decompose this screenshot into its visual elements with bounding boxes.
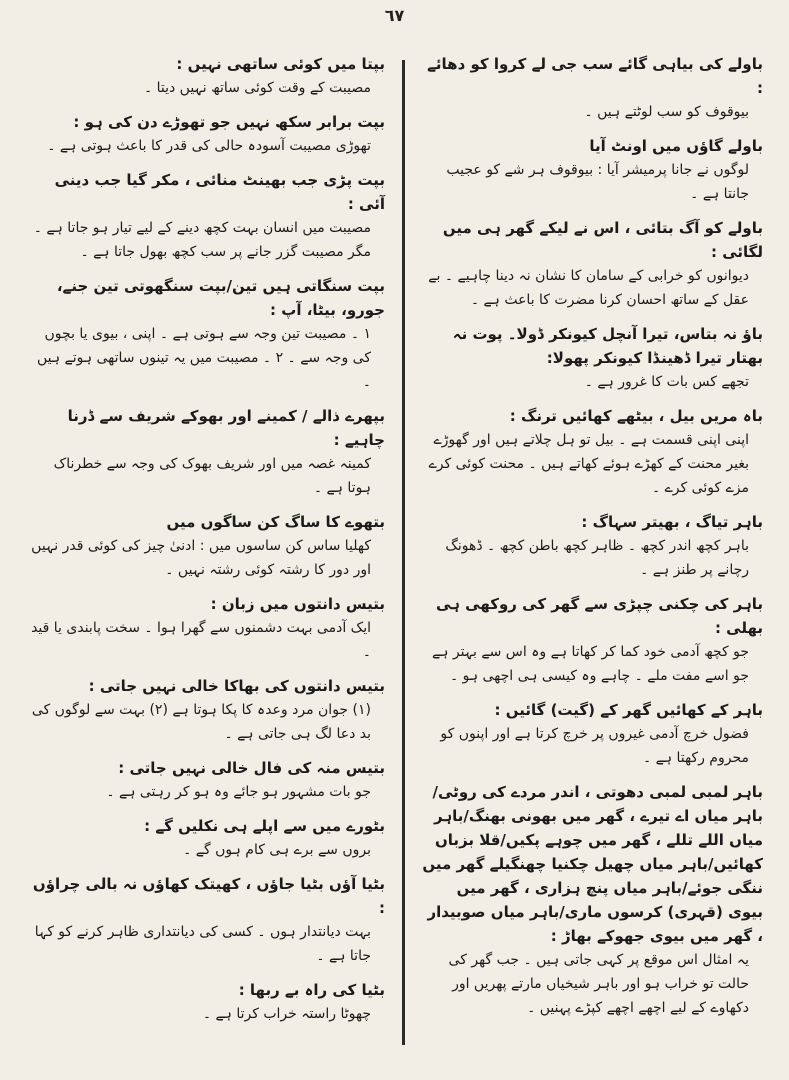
proverb-head: بتیس دانتوں میں زبان : (210, 595, 385, 613)
proverb-head: باولے کی بیاہی گائے سب جی لے کروا کو دھائے : (427, 55, 763, 97)
proverb-meaning: ایک آدمی بہت دشمنوں سے گھرا ہوا ۔ سخت پابندی یا قید ۔ (31, 620, 371, 660)
left-column (30, 52, 385, 1036)
proverb-head: بتیس منہ کی فال خالی نہیں جاتی : (118, 759, 385, 777)
proverb-meaning: فضول خرچ آدمی غیروں پر خرچ کرتا ہے اور اپنوں کو محروم رکھتا ہے ۔ (440, 726, 749, 766)
proverb-entry (30, 592, 385, 664)
proverb-head: باہر کی چکنی چپڑی سے گھر کی روکھی ہی بھلی : (435, 595, 763, 637)
proverb-entry (30, 674, 385, 746)
proverb-meaning: اپنی اپنی قسمت ہے ۔ بیل تو ہل چلاتے ہیں اور گھوڑے بغیر محنت کے کھڑے ہوئے کھاتے ہیں ۔ محنت کوئی کرے مزے کوئی کرے ۔ (428, 432, 749, 496)
proverb-meaning: جو کچھ آدمی خود کما کر کھاتا ہے وہ اس سے بہتر ہے جو اسے مفت ملے ۔ چاہے وہ کیسی ہی اچھی ہو ۔ (432, 644, 749, 684)
proverb-head: بپھرے ذالے / کمینے اور بھوکے شریف سے ڈرنا چاہیے : (67, 407, 385, 449)
proverb-meaning: یہ امثال اس موقع پر کہی جاتی ہیں ۔ جب گھر کی حالت تو خراب ہو اور باہر شیخیاں مارتے پھریں اور دکھاوے کے لیے اچھے اچھے کپڑے پہنیں ۔ (448, 952, 749, 1016)
proverb-meaning: ۱ ۔ مصیبت تین وجہ سے ہوتی ہے ۔ اپنی ، بیوی یا بچوں کی وجہ سے ۔ ۲ ۔ مصیبت میں یہ تینوں ساتھی ہوتے ہیں ۔ (36, 326, 371, 390)
proverb-head: بتھوے کا ساگ کن ساگوں میں (166, 513, 385, 531)
proverb-meaning: تجھے کس بات کا غرور ہے ۔ (584, 374, 749, 390)
proverb-head: باہر لمبی لمبی دھوتی ، اندر مردے کی روٹی/باہر میاں اے تیرے ، گھر میں بھونی بھنگ/باہر میاں اللے تللے ، گھر میں چوہے پکیں/قلا بزباں کھائیں/باہر میاں چھیل چکنیا چھنگیلے گھر میں ننگی جوئے/باہر میاں پنچ ہزاری ، گھر میں بیوی (قہری) کرسوں ماری/باہر میاں صوبیدار ، گھر میں بیوی جھوکے بھاڑ : (422, 783, 763, 945)
column-divider (402, 60, 405, 1045)
proverb-meaning: بہت دیانتدار ہوں ۔ کسی کی دیانتداری ظاہر کرنے کو کہا جاتا ہے ۔ (34, 924, 371, 964)
proverb-entry (30, 756, 385, 804)
proverb-head: بپت پڑی جب بھینٹ منائی ، مکر گیا جب دینی آئی : (54, 171, 385, 213)
proverb-head: باؤ نہ بتاس، تیرا آنچل کیونکر ڈولا۔ پوت نہ بھتار تیرا ڈھینڈا کیونکر پھولا: (452, 325, 763, 367)
proverb-head: باولے گاؤں میں اونٹ آیا (589, 137, 763, 155)
proverb-head: بتیس دانتوں کی بھاکا خالی نہیں جاتی : (88, 677, 385, 695)
proverb-entry (30, 168, 385, 264)
proverb-entry (418, 404, 763, 500)
proverb-entry (418, 216, 763, 312)
proverb-entry (30, 110, 385, 158)
proverb-entry (418, 510, 763, 582)
proverb-meaning: کمینہ غصہ میں اور شریف بھوک کی وجہ سے خطرناک ہوتا ہے ۔ (53, 456, 371, 496)
proverb-entry (30, 274, 385, 394)
proverb-entry (418, 322, 763, 394)
proverb-entry (30, 404, 385, 500)
proverb-head: بپت برابر سکھ نہیں جو تھوڑے دن کی ہو : (73, 113, 385, 131)
proverb-meaning: باہر کچھ اندر کچھ ۔ ظاہر کچھ باطن کچھ ۔ ڈھونگ رچانے پر طنز ہے ۔ (445, 538, 749, 578)
proverb-meaning: مصیبت کے وقت کوئی ساتھ نہیں دیتا ۔ (143, 80, 371, 96)
proverb-head: بپتا میں کوئی ساتھی نہیں : (176, 55, 385, 73)
proverb-entry (418, 52, 763, 124)
proverb-meaning: لوگوں نے جانا پرمیشر آیا : بیوقوف ہر شے کو عجیب جانتا ہے ۔ (446, 162, 749, 202)
proverb-head: باولے کو آگ بتائی ، اس نے لیکے گھر ہی میں لگائی : (442, 219, 763, 261)
proverb-entry (30, 510, 385, 582)
proverb-meaning: چھوٹا راستہ خراب کرتا ہے ۔ (202, 1006, 371, 1022)
proverb-meaning: تھوڑی مصیبت آسودہ حالی کی قدر کا باعث ہوتی ہے ۔ (47, 138, 371, 154)
proverb-meaning: جو بات مشہور ہو جائے وہ ہو کر رہتی ہے ۔ (106, 784, 371, 800)
right-column (418, 52, 763, 1030)
proverb-head: بپت سنگاتی ہیں تین/بپت سنگھوتی تین جنے، جورو، بیٹا، آپ : (56, 277, 385, 319)
proverb-meaning: بروں سے برے ہی کام ہوں گے ۔ (183, 842, 371, 858)
proverb-head: باہر تیاگ ، بھیتر سہاگ : (581, 513, 763, 531)
proverb-entry (30, 814, 385, 862)
proverb-head: باہر کے کھائیں گھر کے (گیت) گائیں : (494, 701, 763, 719)
proverb-entry (418, 780, 763, 1020)
proverb-meaning: (۱) جوان مرد وعدہ کا پکا ہوتا ہے (۲) بہت سے لوگوں کی بد دعا لگ ہی جاتی ہے ۔ (31, 702, 371, 742)
proverb-meaning: دیوانوں کو خرابی کے سامان کا نشان نہ دینا چاہیے ۔ بے عقل کے ساتھ احسان کرنا مضرت کا باعث ہے ۔ (428, 268, 749, 308)
proverb-head: بٹیا کی راہ بے ربھا : (238, 981, 385, 999)
proverb-entry (418, 698, 763, 770)
proverb-meaning: مصیبت میں انسان بہت کچھ دینے کے لیے تیار ہو جاتا ہے ۔ مگر مصیبت گزر جانے پر سب کچھ بھول جاتا ہے ۔ (33, 220, 371, 260)
proverb-head: بٹورے میں سے اپلے ہی نکلیں گے : (144, 817, 385, 835)
proverb-entry (418, 134, 763, 206)
proverb-head: بٹیا آؤں بٹیا جاؤں ، کھیتک کھاؤں نہ بالی چراؤں : (32, 875, 385, 917)
proverb-entry (418, 592, 763, 688)
proverb-meaning: بیوقوف کو سب لوٹتے ہیں ۔ (584, 104, 749, 120)
proverb-entry (30, 52, 385, 100)
proverb-meaning: کھلیا ساس کن ساسوں میں : ادنیٰ چیز کی کوئی قدر نہیں اور دور کا رشتہ کوئی رشتہ نہیں ۔ (31, 538, 371, 578)
proverb-entry (30, 872, 385, 968)
proverb-head: باہ مریں بیل ، بیٹھے کھائیں ترنگ : (509, 407, 763, 425)
page-number: ٦٧ (384, 6, 405, 25)
proverb-entry (30, 978, 385, 1026)
